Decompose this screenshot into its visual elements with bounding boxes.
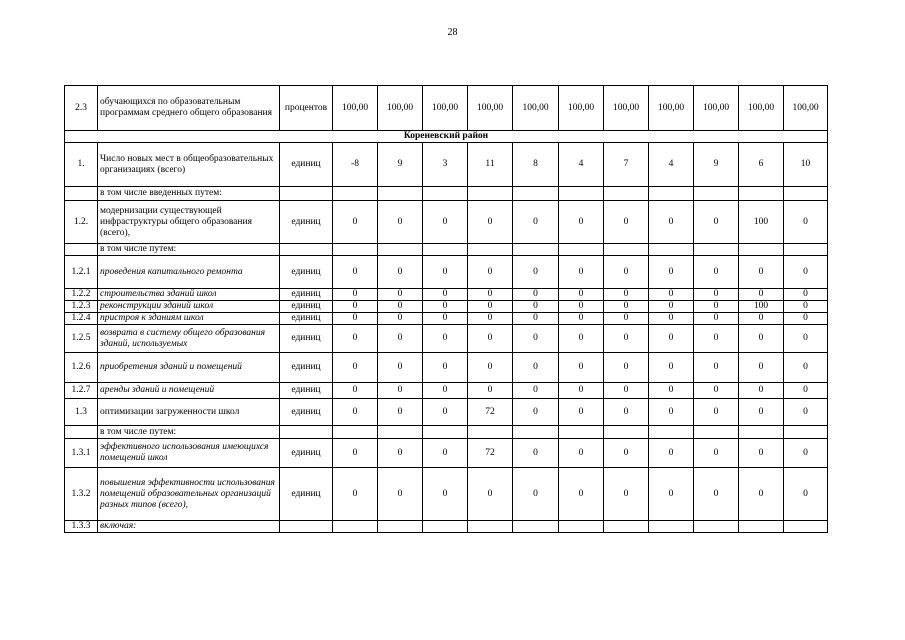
value-cell: 0 bbox=[649, 325, 694, 353]
value-cell: 0 bbox=[513, 301, 559, 313]
row-unit: единиц bbox=[280, 383, 333, 399]
row-number: 1.2.3 bbox=[65, 301, 98, 313]
value-cell: 0 bbox=[378, 201, 423, 244]
value-cell: 0 bbox=[513, 201, 559, 244]
value-cell: 0 bbox=[604, 399, 649, 426]
value-cell: 0 bbox=[559, 383, 604, 399]
value-cell: 72 bbox=[468, 399, 513, 426]
value-cell: 0 bbox=[649, 383, 694, 399]
value-cell bbox=[333, 521, 378, 533]
value-cell bbox=[513, 244, 559, 256]
indicators-table bbox=[64, 85, 828, 533]
value-cell bbox=[559, 426, 604, 439]
row-unit: единиц bbox=[280, 289, 333, 301]
value-cell bbox=[468, 426, 513, 439]
value-cell bbox=[559, 187, 604, 201]
value-cell: 0 bbox=[739, 325, 784, 353]
value-cell: 72 bbox=[468, 439, 513, 468]
row-number: 1.2.5 bbox=[65, 325, 98, 353]
value-cell: 0 bbox=[694, 301, 739, 313]
value-cell: 0 bbox=[784, 468, 828, 521]
value-cell bbox=[423, 187, 468, 201]
value-cell: 100,00 bbox=[423, 86, 468, 131]
value-cell: 10 bbox=[784, 143, 828, 187]
row-unit: единиц bbox=[280, 143, 333, 187]
value-cell: 0 bbox=[784, 383, 828, 399]
value-cell: 0 bbox=[468, 301, 513, 313]
row-number: 1. bbox=[65, 143, 98, 187]
value-cell: 0 bbox=[423, 399, 468, 426]
row-number: 1.2. bbox=[65, 201, 98, 244]
row-unit: единиц bbox=[280, 468, 333, 521]
table-row bbox=[65, 399, 828, 426]
value-cell: 0 bbox=[649, 313, 694, 325]
value-cell: 0 bbox=[333, 256, 378, 289]
value-cell: 0 bbox=[513, 399, 559, 426]
value-cell: 0 bbox=[559, 399, 604, 426]
value-cell bbox=[468, 244, 513, 256]
section-row bbox=[65, 131, 828, 143]
value-cell: 0 bbox=[694, 325, 739, 353]
value-cell: 0 bbox=[649, 353, 694, 383]
table-row bbox=[65, 256, 828, 289]
table-row bbox=[65, 86, 828, 131]
value-cell: 0 bbox=[694, 256, 739, 289]
value-cell: 0 bbox=[784, 256, 828, 289]
value-cell: 0 bbox=[378, 439, 423, 468]
row-number: 1.3.3 bbox=[65, 521, 98, 533]
value-cell: 0 bbox=[604, 289, 649, 301]
value-cell: 0 bbox=[378, 313, 423, 325]
value-cell: 100,00 bbox=[333, 86, 378, 131]
value-cell bbox=[378, 187, 423, 201]
row-unit: единиц bbox=[280, 313, 333, 325]
value-cell bbox=[649, 187, 694, 201]
value-cell: 100,00 bbox=[739, 86, 784, 131]
value-cell: 4 bbox=[559, 143, 604, 187]
value-cell: 0 bbox=[468, 313, 513, 325]
value-cell: 0 bbox=[513, 325, 559, 353]
value-cell: 0 bbox=[513, 468, 559, 521]
value-cell bbox=[513, 187, 559, 201]
value-cell: 0 bbox=[649, 289, 694, 301]
value-cell: 100,00 bbox=[513, 86, 559, 131]
value-cell: 0 bbox=[604, 468, 649, 521]
page-number: 28 bbox=[447, 27, 458, 38]
value-cell: 0 bbox=[513, 383, 559, 399]
value-cell: 0 bbox=[694, 383, 739, 399]
row-unit: единиц bbox=[280, 201, 333, 244]
row-description: эффективного использования имеющихся помещений школ bbox=[98, 439, 280, 468]
value-cell: 0 bbox=[694, 399, 739, 426]
value-cell: 0 bbox=[468, 256, 513, 289]
value-cell: 0 bbox=[423, 289, 468, 301]
value-cell: 0 bbox=[739, 399, 784, 426]
value-cell: 0 bbox=[513, 289, 559, 301]
value-cell: 0 bbox=[468, 383, 513, 399]
row-number: 1.2.6 bbox=[65, 353, 98, 383]
table-row bbox=[65, 301, 828, 313]
row-description: в том числе путем: bbox=[98, 426, 280, 439]
value-cell: 11 bbox=[468, 143, 513, 187]
row-unit: единиц bbox=[280, 256, 333, 289]
value-cell: 0 bbox=[559, 301, 604, 313]
table-row bbox=[65, 187, 828, 201]
value-cell: 100,00 bbox=[604, 86, 649, 131]
value-cell bbox=[513, 521, 559, 533]
value-cell: 0 bbox=[784, 301, 828, 313]
value-cell: 100,00 bbox=[694, 86, 739, 131]
value-cell bbox=[784, 521, 828, 533]
row-number: 1.2.7 bbox=[65, 383, 98, 399]
value-cell: 0 bbox=[784, 313, 828, 325]
value-cell: 0 bbox=[378, 256, 423, 289]
value-cell bbox=[468, 187, 513, 201]
value-cell bbox=[333, 244, 378, 256]
value-cell: 0 bbox=[694, 289, 739, 301]
value-cell: 0 bbox=[604, 201, 649, 244]
value-cell: 0 bbox=[513, 439, 559, 468]
value-cell: 0 bbox=[694, 468, 739, 521]
row-description: аренды зданий и помещений bbox=[98, 383, 280, 399]
value-cell: 0 bbox=[423, 383, 468, 399]
value-cell: 0 bbox=[333, 399, 378, 426]
value-cell bbox=[378, 426, 423, 439]
value-cell: 4 bbox=[649, 143, 694, 187]
value-cell bbox=[694, 187, 739, 201]
table-row bbox=[65, 313, 828, 325]
value-cell: 0 bbox=[649, 468, 694, 521]
row-unit bbox=[280, 187, 333, 201]
row-description: включая: bbox=[98, 521, 280, 533]
value-cell: 0 bbox=[378, 399, 423, 426]
value-cell: 7 bbox=[604, 143, 649, 187]
value-cell: 0 bbox=[739, 313, 784, 325]
value-cell: 0 bbox=[423, 439, 468, 468]
row-number: 1.3.2 bbox=[65, 468, 98, 521]
row-unit: единиц bbox=[280, 301, 333, 313]
value-cell: 0 bbox=[378, 353, 423, 383]
row-unit bbox=[280, 521, 333, 533]
value-cell: 0 bbox=[604, 313, 649, 325]
value-cell bbox=[649, 426, 694, 439]
value-cell: 100,00 bbox=[468, 86, 513, 131]
value-cell bbox=[604, 426, 649, 439]
row-number: 1.2.4 bbox=[65, 313, 98, 325]
value-cell bbox=[604, 521, 649, 533]
row-description: строительства зданий школ bbox=[98, 289, 280, 301]
value-cell: 0 bbox=[649, 439, 694, 468]
value-cell bbox=[739, 521, 784, 533]
row-unit: единиц bbox=[280, 439, 333, 468]
value-cell: 0 bbox=[513, 256, 559, 289]
value-cell: 0 bbox=[333, 325, 378, 353]
row-description: пристроя к зданиям школ bbox=[98, 313, 280, 325]
row-description: обучающихся по образовательным программам среднего общего образования bbox=[98, 86, 280, 131]
value-cell: 0 bbox=[739, 289, 784, 301]
table-row bbox=[65, 383, 828, 399]
row-unit: единиц bbox=[280, 325, 333, 353]
value-cell: 0 bbox=[559, 325, 604, 353]
value-cell: 0 bbox=[694, 313, 739, 325]
value-cell: 0 bbox=[604, 353, 649, 383]
value-cell bbox=[378, 521, 423, 533]
value-cell: 0 bbox=[559, 313, 604, 325]
row-number: 1.2.2 bbox=[65, 289, 98, 301]
row-unit bbox=[280, 426, 333, 439]
row-description: модернизации существующей инфраструктуры общего образования (всего), bbox=[98, 201, 280, 244]
value-cell: 0 bbox=[423, 301, 468, 313]
value-cell bbox=[649, 521, 694, 533]
value-cell: 0 bbox=[784, 439, 828, 468]
value-cell: 0 bbox=[333, 383, 378, 399]
value-cell: 0 bbox=[559, 468, 604, 521]
table-row bbox=[65, 353, 828, 383]
value-cell bbox=[784, 187, 828, 201]
table-row bbox=[65, 468, 828, 521]
table-row bbox=[65, 521, 828, 533]
row-number bbox=[65, 244, 98, 256]
value-cell: 0 bbox=[739, 439, 784, 468]
value-cell: 0 bbox=[333, 468, 378, 521]
value-cell: 0 bbox=[694, 353, 739, 383]
row-number: 2.3 bbox=[65, 86, 98, 131]
row-description: повышения эффективности использования помещений образовательных организаций разных типов (всего), bbox=[98, 468, 280, 521]
value-cell: 0 bbox=[604, 301, 649, 313]
value-cell: 100 bbox=[739, 301, 784, 313]
value-cell bbox=[694, 426, 739, 439]
value-cell: 0 bbox=[739, 383, 784, 399]
value-cell: 0 bbox=[604, 256, 649, 289]
value-cell: 9 bbox=[694, 143, 739, 187]
value-cell: 0 bbox=[604, 325, 649, 353]
value-cell: 0 bbox=[649, 301, 694, 313]
value-cell: 8 bbox=[513, 143, 559, 187]
row-description: реконструкции зданий школ bbox=[98, 301, 280, 313]
table-row bbox=[65, 426, 828, 439]
row-description: проведения капитального ремонта bbox=[98, 256, 280, 289]
value-cell: 0 bbox=[784, 325, 828, 353]
value-cell: 0 bbox=[423, 353, 468, 383]
value-cell: 0 bbox=[468, 353, 513, 383]
value-cell: 0 bbox=[378, 325, 423, 353]
value-cell bbox=[649, 244, 694, 256]
row-number bbox=[65, 426, 98, 439]
value-cell: 0 bbox=[468, 201, 513, 244]
value-cell bbox=[604, 187, 649, 201]
row-number: 1.3 bbox=[65, 399, 98, 426]
value-cell: 0 bbox=[649, 399, 694, 426]
row-unit: единиц bbox=[280, 353, 333, 383]
value-cell: 0 bbox=[513, 353, 559, 383]
value-cell bbox=[784, 426, 828, 439]
value-cell bbox=[333, 187, 378, 201]
value-cell: 0 bbox=[423, 256, 468, 289]
value-cell: 0 bbox=[784, 201, 828, 244]
value-cell: 0 bbox=[333, 439, 378, 468]
value-cell: 0 bbox=[468, 289, 513, 301]
value-cell: 0 bbox=[739, 256, 784, 289]
value-cell: 0 bbox=[468, 325, 513, 353]
value-cell: 0 bbox=[559, 201, 604, 244]
value-cell: 0 bbox=[604, 383, 649, 399]
value-cell: 0 bbox=[468, 468, 513, 521]
value-cell: 6 bbox=[739, 143, 784, 187]
row-unit: единиц bbox=[280, 399, 333, 426]
value-cell: 0 bbox=[333, 289, 378, 301]
row-number bbox=[65, 187, 98, 201]
value-cell: 3 bbox=[423, 143, 468, 187]
value-cell bbox=[739, 187, 784, 201]
value-cell: -8 bbox=[333, 143, 378, 187]
table-row bbox=[65, 201, 828, 244]
value-cell bbox=[559, 244, 604, 256]
value-cell: 0 bbox=[423, 325, 468, 353]
value-cell bbox=[604, 244, 649, 256]
value-cell: 100,00 bbox=[378, 86, 423, 131]
row-number: 1.2.1 bbox=[65, 256, 98, 289]
value-cell: 0 bbox=[784, 289, 828, 301]
value-cell: 0 bbox=[378, 383, 423, 399]
value-cell: 0 bbox=[423, 201, 468, 244]
value-cell: 0 bbox=[378, 468, 423, 521]
value-cell: 100,00 bbox=[649, 86, 694, 131]
value-cell: 0 bbox=[649, 256, 694, 289]
row-unit bbox=[280, 244, 333, 256]
row-description: возврата в систему общего образования зданий, используемых bbox=[98, 325, 280, 353]
value-cell: 0 bbox=[378, 289, 423, 301]
value-cell: 0 bbox=[784, 399, 828, 426]
section-title: Кореневский район bbox=[65, 131, 828, 143]
value-cell bbox=[513, 426, 559, 439]
table-row bbox=[65, 325, 828, 353]
value-cell: 0 bbox=[739, 353, 784, 383]
table-row bbox=[65, 143, 828, 187]
row-number: 1.3.1 bbox=[65, 439, 98, 468]
value-cell: 0 bbox=[559, 439, 604, 468]
value-cell: 0 bbox=[604, 439, 649, 468]
row-unit: процентов bbox=[280, 86, 333, 131]
value-cell: 0 bbox=[649, 201, 694, 244]
table-row bbox=[65, 289, 828, 301]
value-cell bbox=[694, 244, 739, 256]
value-cell: 0 bbox=[333, 353, 378, 383]
value-cell bbox=[423, 521, 468, 533]
value-cell: 100,00 bbox=[559, 86, 604, 131]
value-cell: 0 bbox=[378, 301, 423, 313]
value-cell: 0 bbox=[559, 353, 604, 383]
table-row bbox=[65, 244, 828, 256]
value-cell: 0 bbox=[559, 256, 604, 289]
value-cell: 0 bbox=[694, 439, 739, 468]
value-cell: 0 bbox=[333, 201, 378, 244]
value-cell bbox=[423, 426, 468, 439]
table-row bbox=[65, 439, 828, 468]
value-cell bbox=[333, 426, 378, 439]
value-cell bbox=[468, 521, 513, 533]
value-cell bbox=[784, 244, 828, 256]
value-cell: 0 bbox=[333, 313, 378, 325]
row-description: приобретения зданий и помещений bbox=[98, 353, 280, 383]
value-cell bbox=[559, 521, 604, 533]
value-cell: 0 bbox=[784, 353, 828, 383]
row-description: оптимизации загруженности школ bbox=[98, 399, 280, 426]
value-cell: 9 bbox=[378, 143, 423, 187]
value-cell bbox=[378, 244, 423, 256]
value-cell: 0 bbox=[739, 468, 784, 521]
row-description: в том числе введенных путем: bbox=[98, 187, 280, 201]
value-cell: 100,00 bbox=[784, 86, 828, 131]
row-description: Число новых мест в общеобразовательных организациях (всего) bbox=[98, 143, 280, 187]
value-cell bbox=[694, 521, 739, 533]
value-cell bbox=[739, 426, 784, 439]
value-cell: 0 bbox=[559, 289, 604, 301]
row-description: в том числе путем: bbox=[98, 244, 280, 256]
value-cell: 0 bbox=[333, 301, 378, 313]
value-cell: 0 bbox=[694, 201, 739, 244]
value-cell: 100 bbox=[739, 201, 784, 244]
value-cell: 0 bbox=[423, 468, 468, 521]
value-cell: 0 bbox=[423, 313, 468, 325]
value-cell bbox=[739, 244, 784, 256]
value-cell bbox=[423, 244, 468, 256]
value-cell: 0 bbox=[513, 313, 559, 325]
